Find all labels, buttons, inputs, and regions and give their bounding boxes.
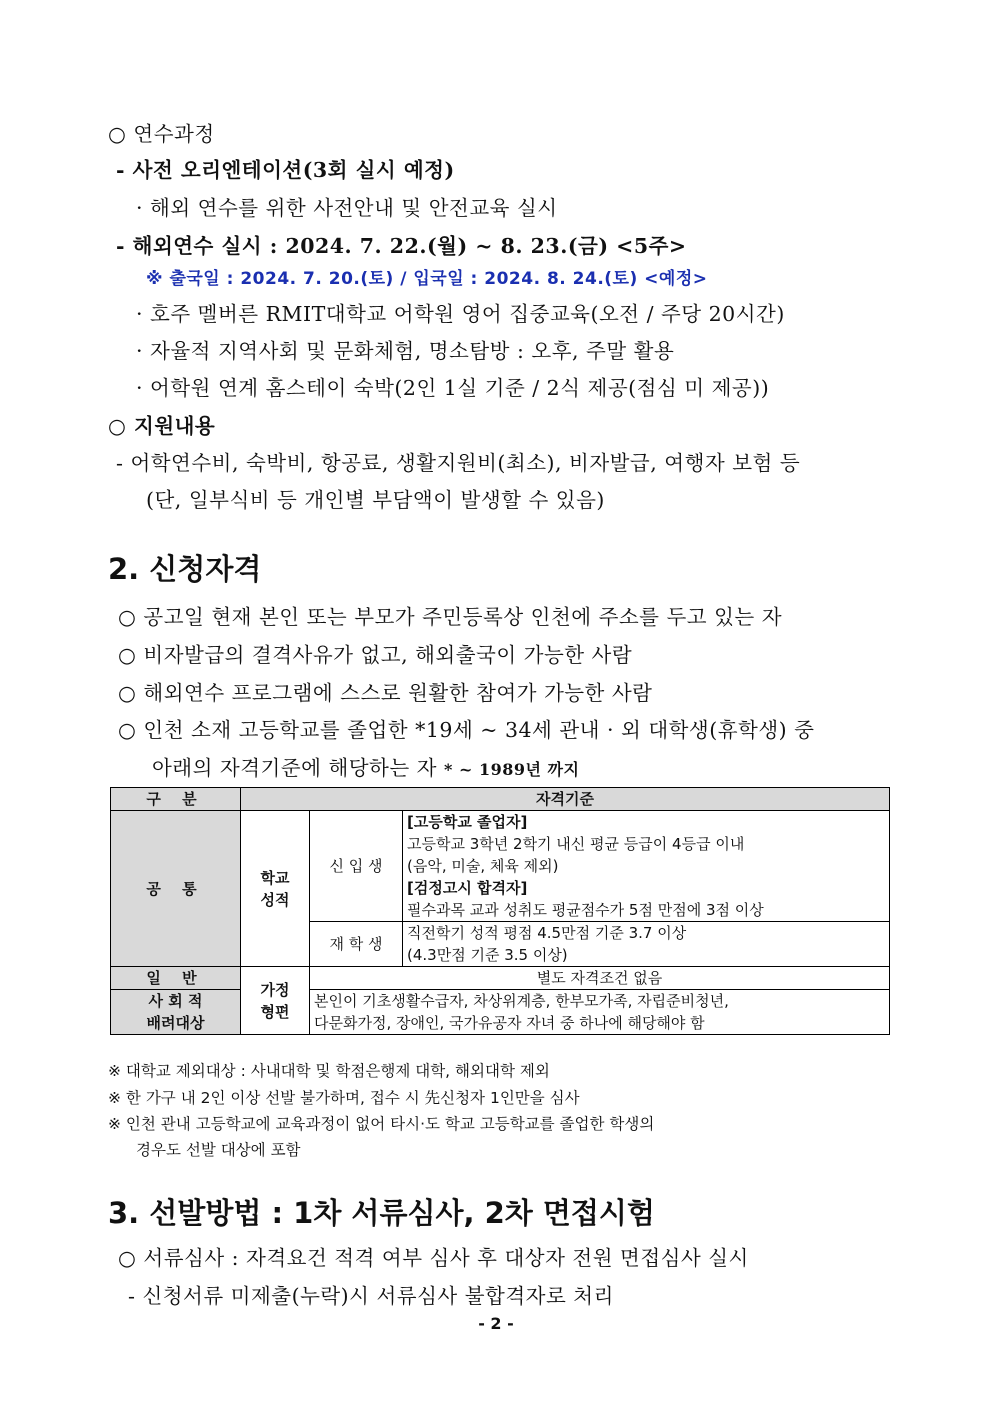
enrolled-label: 재 학 생 — [310, 922, 403, 967]
social-criteria: 본인이 기초생활수급자, 차상위계층, 한부모가족, 자립준비청년, 다문화가정, 장애인, 국가유공자 자녀 중 하나에 해당해야 함 — [310, 990, 890, 1035]
training-bullet: · 호주 멜버른 RMIT대학교 어학원 영어 집중교육(오전 / 주당 20시간) — [136, 302, 785, 326]
common-label: 공 통 — [111, 811, 241, 967]
age-note: * ~ 1989년 까지 — [444, 760, 580, 779]
table-header-criteria: 자격기준 — [241, 788, 890, 811]
orientation-detail: · 해외 연수를 위한 사전안내 및 안전교육 실시 — [136, 196, 558, 220]
support-line: - 어학연수비, 숙박비, 항공료, 생활지원비(최소), 비자발급, 여행자 보험 등 — [116, 451, 801, 475]
family-label: 가정 형편 — [241, 967, 310, 1035]
page-number: - 2 - — [478, 1314, 514, 1333]
note: 경우도 선발 대상에 포함 — [136, 1141, 301, 1159]
note: ※ 인천 관내 고등학교에 교육과정이 없어 타시·도 학교 고등학교를 졸업한 학생의 — [108, 1115, 655, 1133]
qualification-item: ○ 비자발급의 결격사유가 없고, 해외출국이 가능한 사람 — [118, 643, 633, 667]
support-heading: ○ 지원내용 — [108, 414, 216, 438]
section2-title: 2. 신청자격 — [108, 552, 262, 586]
qualification-item: ○ 인천 소재 고등학교를 졸업한 *19세 ~ 34세 관내 · 외 대학생(휴학생) 중 — [118, 718, 815, 742]
departure-note: ※ 출국일 : 2024. 7. 20.(토) / 입국일 : 2024. 8. 24.(토) <예정> — [146, 269, 708, 289]
note: ※ 대학교 제외대상 : 사내대학 및 학점은행제 대학, 해외대학 제외 — [108, 1062, 550, 1080]
enrolled-criteria: 직전학기 성적 평점 4.5만점 기준 3.7 이상 (4.3만점 기준 3.5 이상) — [403, 922, 890, 967]
social-label: 사 회 적 배려대상 — [111, 990, 241, 1035]
support-line: (단, 일부식비 등 개인별 부담액이 발생할 수 있음) — [146, 488, 605, 512]
section3-title: 3. 선발방법 : 1차 서류심사, 2차 면접시험 — [108, 1196, 655, 1230]
orientation-line: - 사전 오리엔테이션(3회 실시 예정) — [116, 158, 455, 182]
qualification-item: ○ 해외연수 프로그램에 스스로 원활한 참여가 가능한 사람 — [118, 681, 653, 705]
note: ※ 한 가구 내 2인 이상 선발 불가하며, 접수 시 先신청자 1인만을 심사 — [108, 1089, 580, 1107]
freshman-label: 신 입 생 — [310, 811, 403, 922]
hs-grad-title: [고등학교 졸업자] — [407, 813, 528, 831]
freshman-criteria: [고등학교 졸업자] 고등학교 3학년 2학기 내신 평균 등급이 4등급 이내 (음악, 미술, 체육 제외) [검정고시 합격자] 필수과목 교과 성취도 평균점수가 5점 만점에 3점 이상 — [403, 811, 890, 922]
selection-subitem: - 신청서류 미제출(누락)시 서류심사 불합격자로 처리 — [128, 1284, 614, 1308]
ged-title: [검정고시 합격자] — [407, 879, 528, 897]
selection-item: ○ 서류심사 : 자격요건 적격 여부 심사 후 대상자 전원 면접심사 실시 — [118, 1246, 749, 1270]
training-bullet: · 자율적 지역사회 및 문화체험, 명소탐방 : 오후, 주말 활용 — [136, 339, 675, 363]
general-label: 일 반 — [111, 967, 241, 990]
training-heading: ○ 연수과정 — [108, 122, 215, 146]
table-header-category: 구 분 — [111, 788, 241, 811]
qualification-item-cont — [152, 751, 579, 781]
general-criteria: 별도 자격조건 없음 — [310, 967, 890, 990]
qualification-item: ○ 공고일 현재 본인 또는 부모가 주민등록상 인천에 주소를 두고 있는 자 — [118, 605, 783, 629]
qualification-table — [110, 787, 890, 1035]
training-period: - 해외연수 실시 : 2024. 7. 22.(월) ~ 8. 23.(금) <5주> — [116, 234, 687, 258]
training-bullet: · 어학원 연계 홈스테이 숙박(2인 1실 기준 / 2식 제공(점심 미 제공)) — [136, 376, 770, 400]
school-grades-label: 학교 성적 — [241, 811, 310, 967]
qualification-item-cont-text: 아래의 자격기준에 해당하는 자 — [152, 756, 437, 780]
